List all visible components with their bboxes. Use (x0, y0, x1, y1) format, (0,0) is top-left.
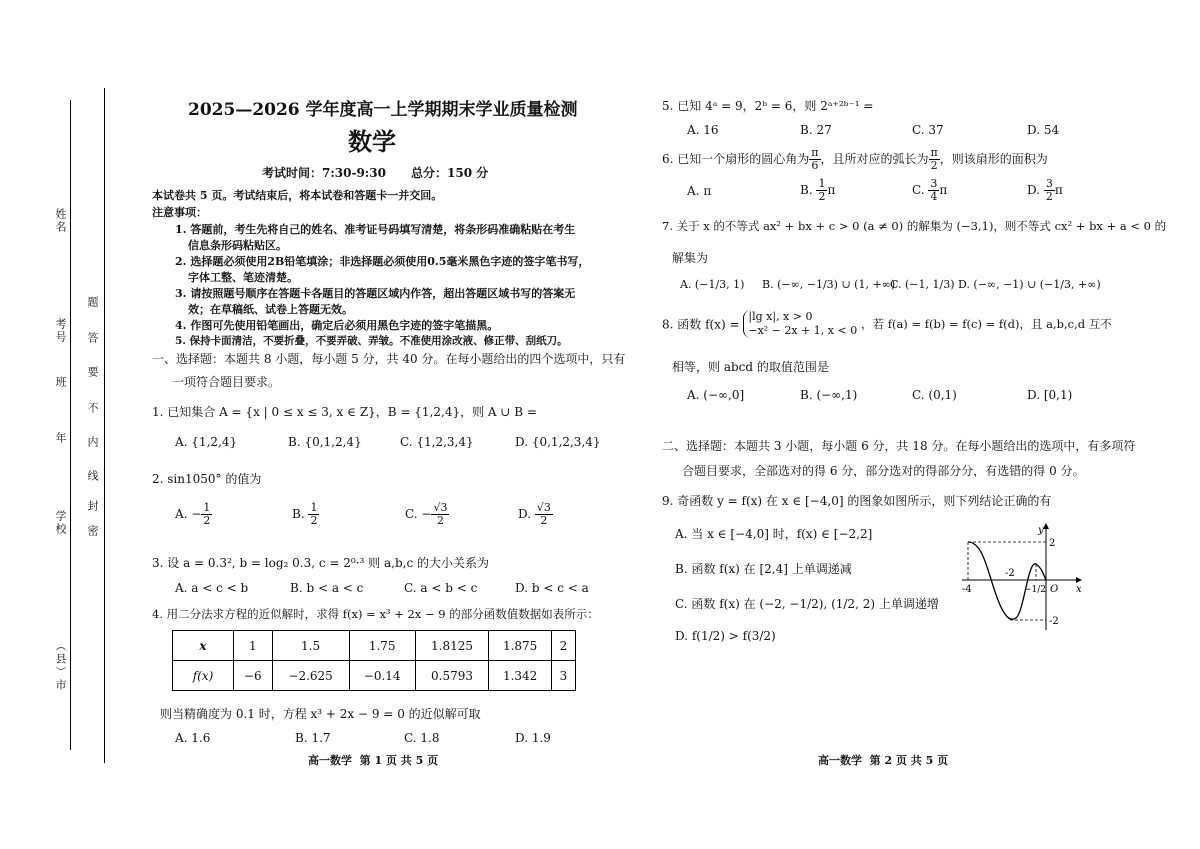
graph-tick-neg2-x: -2 (1005, 568, 1015, 579)
seal-char-3: 内 (86, 436, 99, 449)
seal-char-1: 封 (86, 500, 99, 513)
q3-option-d: D. b < c < a (515, 581, 589, 595)
table-cell: 1.8125 (415, 631, 489, 661)
q6-angle-num: π (811, 146, 819, 159)
q2-a-den: 2 (203, 514, 211, 527)
q6-d-den: 2 (1045, 190, 1053, 203)
exam-title: 2025—2026 学年度高一上学期期末学业质量检测 (188, 100, 578, 120)
note-line-3: 字体工整、笔迹清楚。 (188, 271, 298, 284)
table-cell: 2 (551, 631, 575, 661)
q7-option-d: D. (−∞, −1) ∪ (−1/3, +∞) (958, 278, 1101, 291)
page-footer-1: 高一数学 第 1 页 共 5 页 (308, 754, 439, 767)
q6-d-num: 3 (1045, 177, 1053, 190)
q6-d-frac (1044, 178, 1055, 203)
exam-info: 考试时间：7:30-9:30 总分：150 分 (262, 166, 489, 180)
q9-stem: 9. 奇函数 y = f(x) 在 x ∈ [−4,0] 的图象如图所示，则下列结论正确的有 (662, 494, 1052, 508)
binding-line-1 (70, 100, 71, 750)
q6-stem-c: ，则该扇形的面积为 (939, 152, 1048, 166)
note-line-2: 2. 选择题必须使用2B铅笔填涂；非选择题必须使用0.5毫米黑色字迹的签字笔书写， (175, 255, 590, 268)
q6-angle-den: 6 (811, 159, 819, 172)
table-cell: 1 (234, 631, 273, 661)
seal-char-6: 答 (86, 332, 99, 345)
q2-b-num: 1 (310, 501, 318, 514)
seal-char-4: 不 (86, 402, 99, 415)
q2-c-sign: − (421, 507, 432, 521)
graph-tick-2: 2 (1049, 538, 1056, 549)
y-axis-arrow (1043, 523, 1049, 529)
q5-option-c: C. 37 (912, 123, 944, 137)
q7-stem2: 解集为 (672, 251, 709, 265)
q6-arc-den: 2 (930, 159, 938, 172)
q6-d-pi: π (1054, 183, 1063, 197)
q9-option-d: D. f(1/2) > f(3/2) (675, 629, 776, 643)
q8-option-c: C. (0,1) (912, 388, 957, 402)
q6-a-label: A. (687, 184, 700, 198)
q5-option-d: D. 54 (1027, 123, 1060, 137)
note-line-1: 信息条形码粘贴区。 (188, 239, 287, 252)
table-row (173, 631, 576, 661)
q8-option-a: A. (−∞,0] (687, 388, 745, 402)
q9-option-a: A. 当 x ∈ [−4,0] 时，f(x) ∈ [−2,2] (675, 527, 873, 541)
function-curve (968, 542, 1046, 619)
graph-tick-neg4: -4 (962, 584, 972, 595)
table-cell: 1.5 (272, 631, 349, 661)
q2-option-c (405, 502, 449, 527)
q1-option-a: A. {1,2,4} (175, 435, 238, 449)
graph-tick-neg-half: −1/2 (1024, 585, 1047, 595)
q4-option-a: A. 1.6 (175, 731, 211, 745)
q8-case1: |lg x|, x > 0 (748, 310, 813, 323)
section2-line1: 二、选择题：本题共 3 小题，每小题 6 分，共 18 分。在每小题给出的选项中，有多项符 (662, 439, 1136, 453)
note-line-6: 4. 作图可先使用铅笔画出，确定后必须用黑色字迹的签字笔描黑。 (175, 319, 499, 332)
section1-line1: 一、选择题：本题共 8 小题，每小题 5 分，共 40 分。在每小题给出的四个选项中，只有 (152, 352, 626, 366)
q5-option-b: B. 27 (800, 123, 832, 137)
q2-c-num: √3 (433, 501, 448, 514)
table-cell: −2.625 (272, 661, 349, 691)
q6-option-a (687, 184, 711, 198)
q2-c-frac (431, 502, 449, 527)
grade-label: 年 (54, 432, 67, 445)
q6-a-value: π (703, 184, 712, 198)
q6-c-label: C. (912, 183, 925, 197)
page-footer-2: 高一数学 第 2 页 共 5 页 (818, 754, 949, 767)
q2-b-frac (308, 502, 319, 527)
q5-option-a: A. 16 (687, 123, 719, 137)
q8-stem (662, 310, 1112, 338)
q8-stem2: 相等，则 abcd 的取值范围是 (672, 360, 829, 374)
q6-option-d (1027, 178, 1063, 203)
q4-option-b: B. 1.7 (295, 731, 331, 745)
note-line-0: 1. 答题前，考生先将自己的姓名、准考证号码填写清楚，将条形码准确粘贴在考生 (175, 223, 576, 236)
q7-option-a: A. (−1/3, 1) (680, 278, 745, 291)
section2-line2: 合题目要求，全部选对的得 6 分，部分选对的得部分分，有选错的得 0 分。 (682, 464, 1085, 478)
graph-tick-neg2-y: -2 (1049, 616, 1059, 627)
q3-option-c: C. a < b < c (404, 581, 478, 595)
note-line-5: 效；在草稿纸、试卷上答题无效。 (188, 303, 353, 316)
q2-option-d (518, 502, 553, 527)
seal-char-2: 线 (86, 470, 99, 483)
q8-case2: −x² − 2x + 1, x < 0 (748, 324, 858, 337)
seal-char-7: 题 (86, 296, 99, 309)
q4-value-table (172, 630, 576, 691)
q9-option-c: C. 函数 f(x) 在 (−2, −1/2), (1/2, 2) 上单调递增 (675, 597, 939, 611)
table-cell: 0.5793 (415, 661, 489, 691)
q6-stem-b: ，且所对应的弧长为 (820, 152, 929, 166)
q4-after: 则当精确度为 0.1 时，方程 x³ + 2x − 9 = 0 的近似解可取 (160, 707, 481, 721)
q6-c-pi: π (939, 183, 948, 197)
q2-d-label: D. (518, 507, 532, 521)
name-label: 姓名 (54, 208, 67, 234)
q2-a-sign: − (191, 507, 202, 521)
note-line-4: 3. 请按照题号顺序在答题卡各题目的答题区域内作答，超出答题区域书写的答案无 (175, 287, 576, 300)
table-cell: x (173, 631, 234, 661)
q8-option-d: D. [0,1) (1027, 388, 1073, 402)
q4-stem: 4. 用二分法求方程的近似解时，求得 f(x) = x³ + 2x − 9 的部分函数值数据如表所示： (152, 607, 599, 621)
q2-d-den: 2 (540, 514, 548, 527)
q2-b-den: 2 (310, 514, 318, 527)
q6-c-frac (928, 178, 939, 203)
q8-piecewise (743, 310, 857, 338)
q6-option-c (912, 178, 947, 203)
q6-b-num: 1 (818, 177, 826, 190)
seal-char-0: 密 (86, 525, 99, 538)
subject-title: 数学 (348, 127, 396, 156)
q6-c-num: 3 (930, 177, 938, 190)
section1-line2: 一项符合题目要求。 (172, 375, 281, 389)
table-cell: −6 (234, 661, 273, 691)
q8-option-b: B. (−∞,1) (800, 388, 858, 402)
q2-c-den: 2 (436, 514, 444, 527)
graph-origin-label: O (1050, 584, 1059, 595)
table-cell: 1.342 (489, 661, 552, 691)
q8-stem-a: 8. 函数 f(x) = (662, 317, 740, 332)
q6-arc-num: π (930, 146, 938, 159)
q7-stem: 7. 关于 x 的不等式 ax² + bx + c > 0 (a ≠ 0) 的解集为 (−3,1)，则不等式 cx² + bx + a < 0 的 (662, 219, 1167, 233)
q2-stem: 2. sin1050° 的值为 (152, 472, 262, 486)
q5-stem: 5. 已知 4ᵃ = 9，2ᵇ = 6，则 2ᵃ⁺²ᵇ⁻¹ = (662, 99, 874, 113)
q4-option-d: D. 1.9 (515, 731, 551, 745)
q6-arc-frac (929, 147, 940, 172)
x-axis-arrow (1076, 577, 1082, 583)
q6-c-den: 4 (930, 190, 938, 203)
q9-function-graph (958, 520, 1088, 635)
notes-title: 注意事项： (152, 206, 207, 219)
table-cell: 1.75 (349, 631, 415, 661)
table-cell: 1.875 (489, 631, 552, 661)
q6-angle-frac (809, 147, 820, 172)
q3-option-b: B. b < a < c (290, 581, 364, 595)
table-row (173, 661, 576, 691)
q1-option-d: D. {0,1,2,3,4} (515, 435, 601, 449)
q2-c-label: C. (405, 507, 418, 521)
q6-b-pi: π (827, 183, 836, 197)
q6-b-label: B. (800, 183, 813, 197)
q6-b-frac (816, 178, 827, 203)
q6-stem (662, 147, 1048, 172)
table-cell: −0.14 (349, 661, 415, 691)
q2-b-label: B. (292, 507, 305, 521)
q3-option-a: A. a < c < b (175, 581, 249, 595)
q9-option-b: B. 函数 f(x) 在 [2,4] 上单调递减 (675, 562, 852, 576)
school-label: 学校 (54, 510, 67, 536)
binding-line-2 (104, 88, 105, 763)
q2-option-a (175, 502, 212, 527)
q1-option-c: C. {1,2,3,4} (400, 435, 474, 449)
q2-a-num: 1 (203, 501, 211, 514)
q2-d-frac (535, 502, 553, 527)
city-label: （县）市 (54, 640, 67, 692)
q8-stem-b: ，若 f(a) = f(b) = f(c) = f(d)，且 a,b,c,d 互不 (861, 317, 1112, 331)
q6-option-b (800, 178, 835, 203)
q6-d-label: D. (1027, 183, 1041, 197)
q6-b-den: 2 (818, 190, 826, 203)
q2-option-b (292, 502, 319, 527)
q1-option-b: B. {0,1,2,4} (288, 435, 362, 449)
q7-option-c: C. (−1, 1/3) (890, 278, 955, 291)
note-line-7: 5. 保持卡面清洁，不要折叠，不要弄破、弄皱。不准使用涂改液、修正带、刮纸刀。 (175, 335, 568, 347)
q7-option-b: B. (−∞, −1/3) ∪ (1, +∞) (762, 278, 896, 291)
q6-stem-a: 6. 已知一个扇形的圆心角为 (662, 152, 810, 166)
graph-y-label: y (1038, 525, 1044, 536)
intro-line: 本试卷共 5 页。考试结束后，将本试卷和答题卡一并交回。 (152, 189, 443, 202)
graph-x-label: x (1076, 584, 1082, 595)
q2-a-frac (201, 502, 212, 527)
q2-d-num: √3 (536, 501, 551, 514)
q1-stem: 1. 已知集合 A = {x | 0 ≤ x ≤ 3, x ∈ Z}，B = {1,2,4}，则 A ∪ B = (152, 405, 537, 419)
q2-a-label: A. (175, 507, 188, 521)
class-label: 班 (54, 376, 67, 389)
q4-option-c: C. 1.8 (404, 731, 440, 745)
exam-no-label: 考号 (54, 318, 67, 344)
table-cell: 3 (551, 661, 575, 691)
seal-char-5: 要 (86, 366, 99, 379)
q3-stem: 3. 设 a = 0.3², b = log₂ 0.3, c = 2⁰·³ 则 a,b,c 的大小关系为 (152, 556, 489, 570)
table-cell: f(x) (173, 661, 234, 691)
